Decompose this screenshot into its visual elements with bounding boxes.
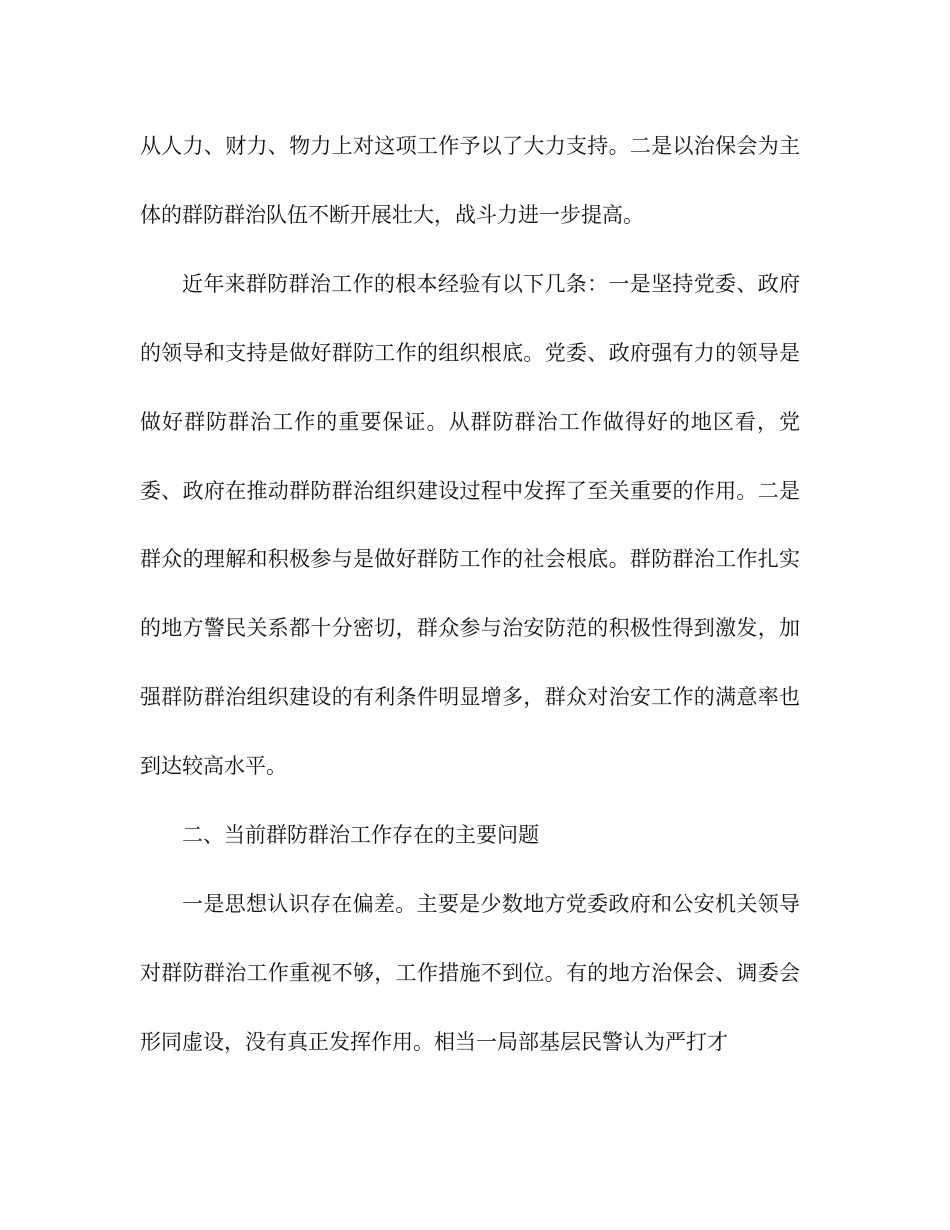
paragraph-continued: 从人力、财力、物力上对这项工作予以了大力支持。二是以治保会为主体的群防群治队伍不断开展壮大，战斗力进一步提高。	[140, 134, 800, 227]
paragraph-problem-one: 一是思想认识存在偏差。主要是少数地方党委政府和公安机关领导对群防群治工作重视不够，工作措施不到位。有的地方治保会、调委会形同虚设，没有真正发挥作用。相当一局部基层民警认为严打才	[140, 891, 800, 1054]
paragraph-experience: 近年来群防群治工作的根本经验有以下几条：一是坚持党委、政府的领导和支持是做好群防工作的组织根底。党委、政府强有力的领导是做好群防群治工作的重要保证。从群防群治工作做得好的地区看，党委、政府在推动群防群治组织建设过程中发挥了至关重要的作用。二是群众的理解和积极参与是做好群防工作的社会根底。群防群治工作扎实的地方警民关系都十分密切，群众参与治安防范的积极性得到激发，加强群防群治组织建设的有利条件明显增多，群众对治安工作的满意率也到达较高水平。	[140, 271, 800, 779]
document-body	[140, 112, 800, 1077]
section-heading-problems: 二、当前群防群治工作存在的主要问题	[182, 823, 539, 848]
